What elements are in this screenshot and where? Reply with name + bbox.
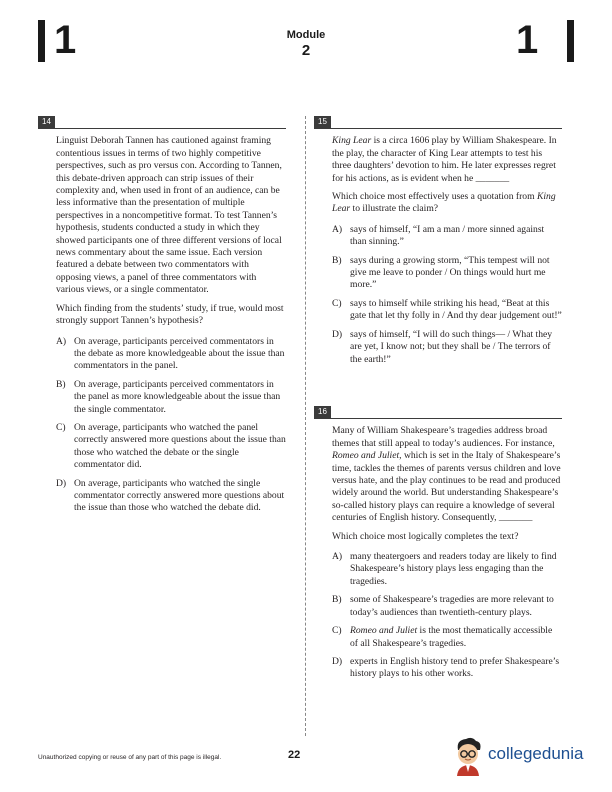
question-16-header xyxy=(314,406,562,419)
header-module-number-right: 1 xyxy=(516,18,539,62)
copyright-notice: Unauthorized copying or reuse of any part of this page is illegal. xyxy=(38,754,222,761)
question-14-passage: Linguist Deborah Tannen has cautioned against framing contentious issues in terms of two highly competitive perspectives, such as pro versus con. According to Tannen, this debate-driven approach can strip issues of their complexity and, when used in front of an audience, can be less informative than the presentation of multiple perspectives in a noncompetitive format. To test Tannen’s hypothesis, students conducted a study in which they showed participants one of three different versions of local news commentary about the same issue. Each version featured a debate between two commentators with opposing views, a panel of three commentators with various views, or a single commentator. xyxy=(56,135,282,296)
page-number: 22 xyxy=(288,749,301,761)
student-mascot-icon xyxy=(450,736,486,776)
module-number: 2 xyxy=(301,42,311,59)
option-text: says to himself while striking his head, “Beat at this gate that let thy folly in / And thy dear judgement out!” xyxy=(350,297,562,322)
answer-option-d[interactable] xyxy=(332,329,562,366)
question-number: 15 xyxy=(314,116,331,128)
answer-option-b[interactable] xyxy=(332,255,562,292)
option-letter: D) xyxy=(332,655,343,667)
option-text-rest: is the most thematically accessible of all Shakespeare’s tragedies. xyxy=(350,625,553,649)
prompt-text: to illustrate the claim? xyxy=(350,203,439,215)
question-15-passage xyxy=(314,135,562,185)
question-rule xyxy=(314,128,562,129)
option-letter: B) xyxy=(56,378,66,390)
question-14 xyxy=(38,116,286,521)
answer-option-a[interactable] xyxy=(332,224,562,249)
question-16-options xyxy=(314,551,562,681)
answer-option-b[interactable] xyxy=(332,594,562,619)
option-text xyxy=(350,625,562,650)
option-text: says of himself, “I will do such things— / What they are yet, I know not; but they shall be / The terrors of the earth!” xyxy=(350,328,553,365)
option-text: On average, participants who watched the panel correctly answered more questions about the issue than those who watched the debate or the single commentator did. xyxy=(74,421,286,471)
brand-name: collegedunia xyxy=(488,744,584,763)
header-bar-left xyxy=(38,20,45,62)
option-text: On average, participants perceived commentators in the debate as more knowledgeable about the issue than commentators in the panel. xyxy=(74,335,285,372)
option-text: some of Shakespeare’s tragedies are more relevant to today’s audiences than twentieth-century plays. xyxy=(350,594,554,618)
answer-option-b[interactable] xyxy=(56,379,286,416)
question-rule xyxy=(38,128,286,129)
option-text: says of himself, “I am a man / more sinned against than sinning.” xyxy=(350,223,545,248)
answer-option-c[interactable] xyxy=(332,298,562,323)
option-letter: A) xyxy=(332,551,343,563)
option-letter: C) xyxy=(332,625,342,637)
option-text: On average, participants who watched the single commentator correctly answered more questions about the issue than those who watched the debate did. xyxy=(74,477,285,514)
play-title: Romeo and Juliet xyxy=(350,625,418,637)
answer-option-a[interactable] xyxy=(332,551,562,588)
question-15-header xyxy=(314,116,562,129)
option-letter: D) xyxy=(332,328,343,340)
header-module-number-left: 1 xyxy=(54,18,77,62)
option-text: many theatergoers and readers today are likely to find Shakespeare’s history plays less engaging than the tragedies. xyxy=(350,551,557,587)
option-letter: A) xyxy=(332,223,343,235)
option-text: experts in English history tend to prefer Shakespeare’s history plays to his other works. xyxy=(350,655,560,680)
option-letter: A) xyxy=(56,335,67,347)
play-title: King Lear xyxy=(332,191,556,215)
option-letter: B) xyxy=(332,594,342,606)
brand-watermark xyxy=(448,736,598,776)
option-letter: C) xyxy=(56,421,66,433)
option-text: says during a growing storm, “This tempest will not give me leave to ponder / On things would hurt me more.” xyxy=(350,254,550,291)
passage-text: is a circa 1606 play by William Shakespeare. In the play, the character of King Lear attempts to test his three daughters’ devotion to him. He later expresses regret for his actions, as is evident when he _______ xyxy=(332,135,557,184)
play-title: Romeo and Juliet xyxy=(332,450,400,462)
question-16 xyxy=(314,406,562,687)
question-15 xyxy=(314,116,562,372)
module-title: Module xyxy=(286,29,326,41)
answer-option-c[interactable] xyxy=(332,625,562,650)
question-15-prompt xyxy=(314,191,562,216)
option-letter: C) xyxy=(332,297,342,309)
option-letter: B) xyxy=(332,254,342,266)
question-16-passage xyxy=(314,425,562,524)
prompt-text: Which choice most effectively uses a quotation from xyxy=(332,191,537,203)
passage-text: Many of William Shakespeare’s tragedies address broad themes that still appeal to today’s audiences. For instance, xyxy=(332,425,555,449)
question-15-options xyxy=(314,224,562,366)
play-title: King Lear xyxy=(332,135,372,147)
question-16-prompt: Which choice most logically completes the text? xyxy=(332,530,519,542)
question-number: 14 xyxy=(38,116,55,128)
question-14-prompt: Which finding from the students’ study, if true, would most strongly support Tannen’s hypothesis? xyxy=(56,302,284,327)
question-rule xyxy=(314,418,562,419)
module-label xyxy=(268,22,344,62)
answer-option-d[interactable] xyxy=(56,478,286,515)
column-divider xyxy=(305,116,307,736)
answer-option-d[interactable] xyxy=(332,656,562,681)
option-letter: D) xyxy=(56,477,67,489)
question-number: 16 xyxy=(314,406,331,418)
answer-option-c[interactable] xyxy=(56,422,286,472)
header-bar-right xyxy=(567,20,574,62)
question-14-header xyxy=(38,116,286,129)
option-text: On average, participants perceived commentators in the panel as more knowledgeable about the issue than the single commentator. xyxy=(74,378,281,415)
passage-text: , which is set in the Italy of Shakespeare’s time, tackles the themes of parents versus children and love versus hate, and the play continues to be read and produced widely around the world. But understanding Shakespeare’s so-called history plays can require a knowledge of several centuries of English history. Consequently, _______ xyxy=(332,450,561,524)
answer-option-a[interactable] xyxy=(56,336,286,373)
question-14-options xyxy=(38,336,286,515)
